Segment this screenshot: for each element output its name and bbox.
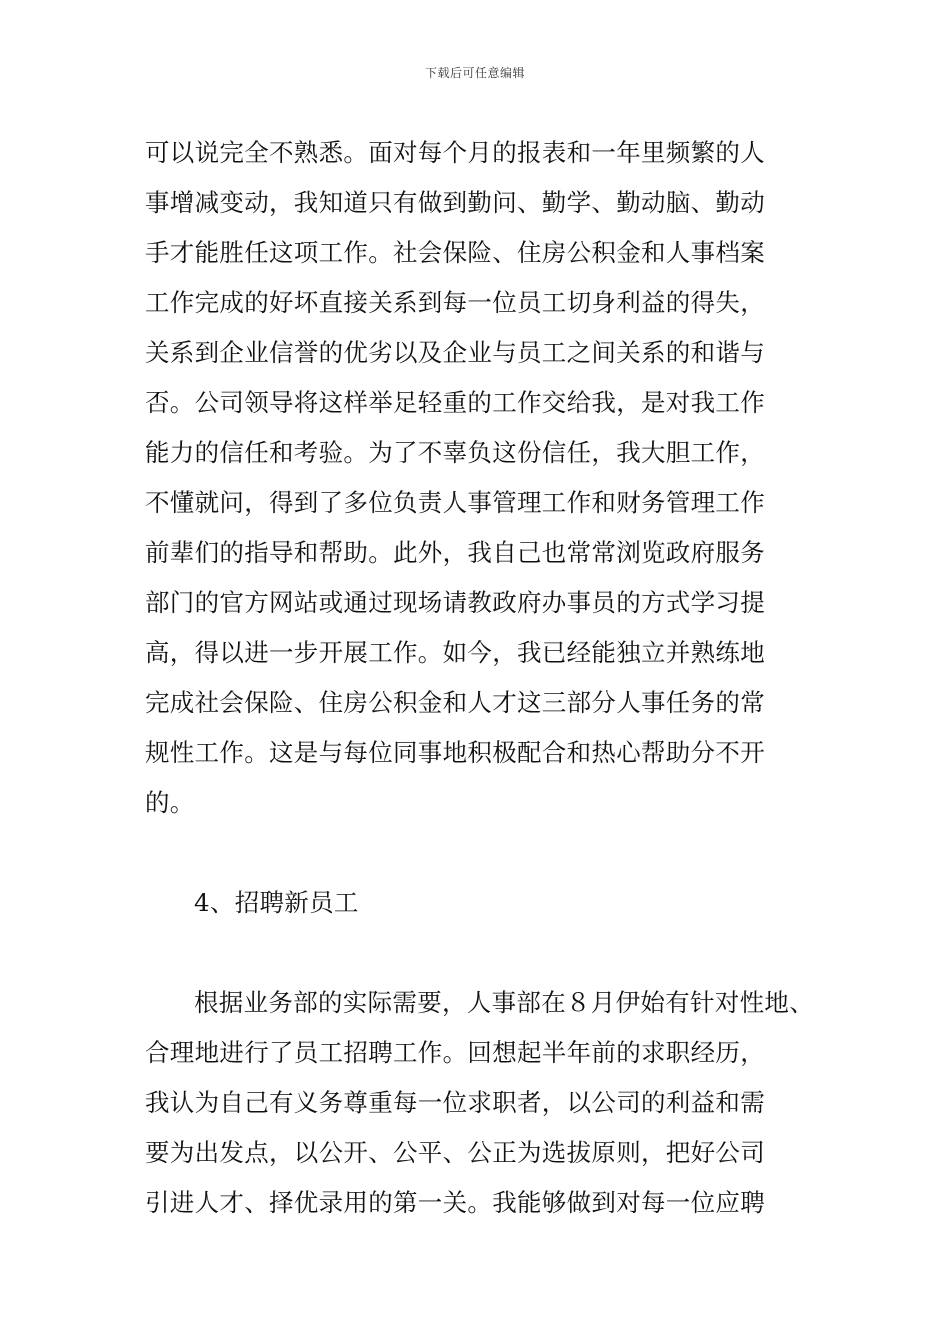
- paragraph-2: [145, 978, 845, 1228]
- paragraph-line: 手才能胜任这项工作。社会保险、住房公积金和人事档案: [145, 238, 765, 267]
- paragraph-line: 我认为自己有义务尊重每一位求职者，以公司的利益和需: [145, 1088, 765, 1117]
- paragraph-line: 部门的官方网站或通过现场请教政府办事员的方式学习提: [145, 588, 765, 617]
- paragraph-line: 要为出发点，以公开、公平、公正为选拔原则，把好公司: [145, 1138, 765, 1167]
- paragraph-line: 合理地进行了员工招聘工作。回想起半年前的求职经历，: [145, 1038, 765, 1067]
- paragraph-line: 工作完成的好坏直接关系到每一位员工切身利益的得失，: [145, 288, 765, 317]
- paragraph-line: 前辈们的指导和帮助。此外，我自己也常常浏览政府服务: [145, 538, 765, 567]
- spacer: [145, 828, 845, 878]
- paragraph-line: 事增减变动，我知道只有做到勤问、勤学、勤动脑、勤动: [145, 188, 765, 217]
- paragraph-line: 的。: [145, 788, 195, 817]
- spacer: [145, 928, 845, 978]
- paragraph-line: 根据业务部的实际需要，人事部在８月伊始有针对性地、: [194, 988, 814, 1017]
- paragraph-line: 否。公司领导将这样举足轻重的工作交给我，是对我工作: [145, 388, 765, 417]
- paragraph-line: 不懂就问，得到了多位负责人事管理工作和财务管理工作: [145, 488, 765, 517]
- paragraph-1: [145, 128, 845, 828]
- paragraph-line: 可以说完全不熟悉。面对每个月的报表和一年里频繁的人: [145, 138, 765, 167]
- paragraph-line: 完成社会保险、住房公积金和人才这三部分人事任务的常: [145, 688, 765, 717]
- paragraph-line: 高，得以进一步开展工作。如今，我已经能独立并熟练地: [145, 638, 765, 667]
- paragraph-line: 规性工作。这是与每位同事地积极配合和热心帮助分不开: [145, 738, 765, 767]
- page-header: 下载后可任意编辑: [424, 66, 525, 80]
- section-heading: 4、招聘新员工: [194, 888, 359, 917]
- paragraph-line: 关系到企业信誉的优劣以及企业与员工之间关系的和谐与: [145, 338, 765, 367]
- paragraph-line: 引进人才、择优录用的第一关。我能够做到对每一位应聘: [145, 1188, 765, 1217]
- document-body: [145, 128, 845, 1228]
- paragraph-line: 能力的信任和考验。为了不辜负这份信任，我大胆工作，: [145, 438, 765, 467]
